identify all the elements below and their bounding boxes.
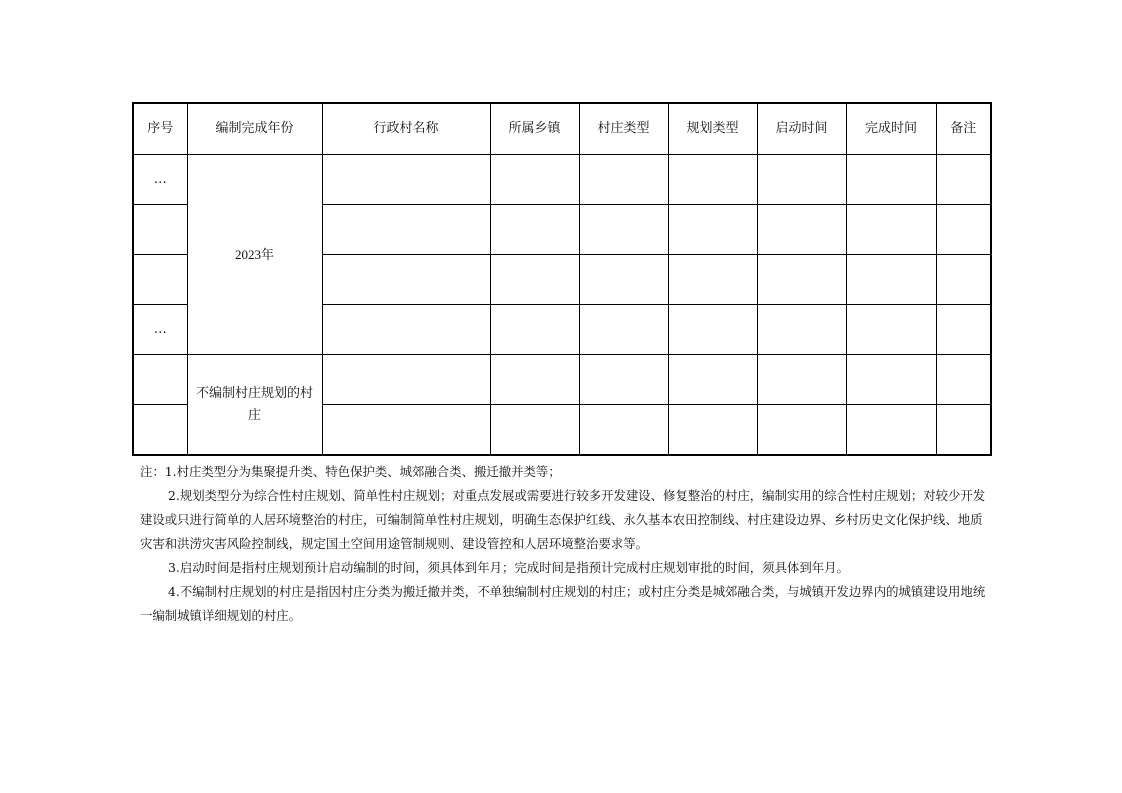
remarks-cell <box>936 255 991 305</box>
note-1: 注：1.村庄类型分为集聚提升类、特色保护类、城郊融合类、搬迁撤并类等； <box>140 464 561 479</box>
start-time-cell <box>757 255 846 305</box>
plan-type-cell <box>668 155 757 205</box>
village-type-cell <box>579 205 668 255</box>
serial-cell <box>133 205 187 255</box>
start-time-cell <box>757 355 846 405</box>
table-notes <box>140 460 990 628</box>
table-row <box>133 155 991 205</box>
remarks-cell <box>936 205 991 255</box>
header-plan-type: 规划类型 <box>668 103 757 155</box>
remarks-cell <box>936 405 991 456</box>
plan-type-cell <box>668 405 757 456</box>
finish-time-cell <box>846 405 936 456</box>
remarks-cell <box>936 355 991 405</box>
village-type-cell <box>579 255 668 305</box>
township-cell <box>490 305 579 355</box>
township-cell <box>490 255 579 305</box>
note-2: 2.规划类型分为综合性村庄规划、简单性村庄规划；对重点发展或需要进行较多开发建设、修复整治的村庄，编制实用的综合性村庄规划；对较少开发建设或只进行简单的人居环境整治的村庄，可编制简单性村庄规划，明确生态保护红线、永久基本农田控制线、村庄建设边界、乡村历史文化保护线、地质灾害和洪涝灾害风险控制线，规定国土空间用途管制规则、建设管控和人居环境整治要求等。 <box>140 488 986 551</box>
village-type-cell <box>579 155 668 205</box>
finish-time-cell <box>846 305 936 355</box>
header-completion-year: 编制完成年份 <box>187 103 322 155</box>
serial-cell: … <box>133 305 187 355</box>
header-remarks: 备注 <box>936 103 991 155</box>
non-plan-group-label: 不编制村庄规划的村庄 <box>195 385 313 423</box>
remarks-cell <box>936 305 991 355</box>
header-start-time: 启动时间 <box>757 103 846 155</box>
plan-type-cell <box>668 205 757 255</box>
village-type-cell <box>579 305 668 355</box>
header-village-name: 行政村名称 <box>322 103 490 155</box>
serial-cell <box>133 405 187 456</box>
village-name-cell <box>322 355 490 405</box>
serial-cell <box>133 355 187 405</box>
village-name-cell <box>322 205 490 255</box>
finish-time-cell <box>846 205 936 255</box>
start-time-cell <box>757 155 846 205</box>
non-plan-group-cell <box>187 355 322 456</box>
header-serial-number: 序号 <box>133 103 187 155</box>
remarks-cell <box>936 155 991 205</box>
finish-time-cell <box>846 355 936 405</box>
table-header-row <box>133 103 991 155</box>
start-time-cell <box>757 305 846 355</box>
plan-type-cell <box>668 305 757 355</box>
serial-cell: … <box>133 155 187 205</box>
start-time-cell <box>757 205 846 255</box>
finish-time-cell <box>846 255 936 305</box>
village-name-cell <box>322 305 490 355</box>
header-finish-time: 完成时间 <box>846 103 936 155</box>
village-planning-table <box>132 102 992 456</box>
village-name-cell <box>322 405 490 456</box>
header-village-type: 村庄类型 <box>579 103 668 155</box>
note-4: 4.不编制村庄规划的村庄是指因村庄分类为搬迁撤并类，不单独编制村庄规划的村庄；或村庄分类是城郊融合类，与城镇开发边界内的城镇建设用地统一编制城镇详细规划的村庄。 <box>140 584 986 623</box>
year-group-cell: 2023年 <box>187 155 322 355</box>
note-3: 3.启动时间是指村庄规划预计启动编制的时间，须具体到年月；完成时间是指预计完成村庄规划审批的时间，须具体到年月。 <box>168 560 849 575</box>
serial-cell <box>133 255 187 305</box>
village-name-cell <box>322 255 490 305</box>
village-type-cell <box>579 355 668 405</box>
village-name-cell <box>322 155 490 205</box>
table-row <box>133 355 991 405</box>
plan-type-cell <box>668 355 757 405</box>
start-time-cell <box>757 405 846 456</box>
village-type-cell <box>579 405 668 456</box>
township-cell <box>490 355 579 405</box>
plan-type-cell <box>668 255 757 305</box>
header-township: 所属乡镇 <box>490 103 579 155</box>
finish-time-cell <box>846 155 936 205</box>
township-cell <box>490 155 579 205</box>
township-cell <box>490 205 579 255</box>
township-cell <box>490 405 579 456</box>
